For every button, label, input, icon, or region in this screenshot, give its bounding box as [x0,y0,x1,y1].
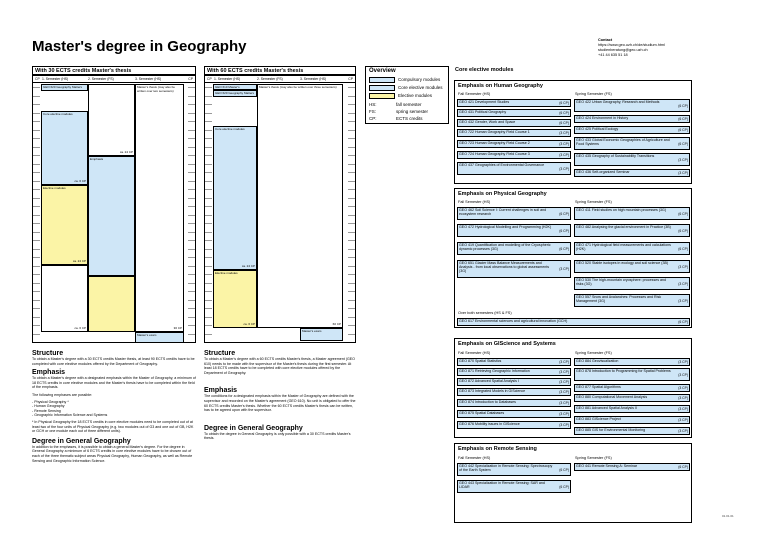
contact-label: Contact [598,38,613,42]
emphasis-title: Emphasis [204,387,238,395]
panel-title: Emphasis on Physical Geography [458,191,547,197]
ruler-tick [205,228,212,233]
ruler-tick [188,100,195,105]
ruler-tick [205,194,212,199]
abbr-value: ECTS credits [396,116,423,121]
structure-text: To obtain a Master's degree with a 30 ECTS credits Master thesis, at least 90 ECTS credits have to be completed with core elective modules offered by the Department of Geography. [32,357,195,366]
legend-label: Elective modules [398,93,433,98]
ruler-tick [348,143,355,148]
col2-semester-header: CP 1. Semester (HS) 2. Semester (FS) 3. Semester (HS) CP [207,77,353,81]
ruler-tick [348,253,355,258]
ruler-tick [205,109,212,114]
ruler-tick [348,134,355,139]
ruler-tick [33,228,40,233]
ruler-tick [205,168,212,173]
ruler-tick [188,330,195,335]
degree-text: To obtain the degree in General Geography is only possible with a 30 ECTS credits Master's thesis. [204,431,351,441]
panel-remote-sensing [454,443,692,523]
emphasis-text: To obtain a Master's degree with a designated emphasis within the Master of Geography, a minimum of 18 ECTS credits in core elective modules and the Master's thesis have to be completed within the field of the emphasis. [32,376,196,390]
ruler-tick [188,245,195,250]
emphasis-list-item: - Geographic Information Science and Systems [32,413,108,418]
module-item[interactable]: GEO 443 Specialization in Remote Sensing: SAR and LIDAR (6 CP) [457,480,571,493]
ruler-tick [33,279,40,284]
core-elective-heading: Core elective modules [455,67,514,73]
module-item[interactable]: GEO 421 Development Studies (6 CP) [457,99,571,107]
module-item[interactable]: GEO 873 Integrated Models in GIScience (3 CP) [457,388,571,396]
structure-title: Structure [32,350,64,357]
ruler-tick [188,253,195,258]
ruler-tick [348,270,355,275]
legend-label: Core elective modules [398,85,443,90]
ruler-tick [33,194,40,199]
ruler-tick [33,202,40,207]
ruler-tick [188,304,195,309]
col2-sem1: 1. Semester (HS) [214,77,241,81]
col1-sem3: 3. Semester (HS) [135,77,162,81]
col1-block [88,276,135,332]
module-item[interactable]: GEO 411 Field studies on high mountain processes (3G) (6 CP) [574,207,690,220]
ruler-tick [205,126,212,131]
col2-block: Core elective modules ca. 24 CP [215,127,255,269]
ruler-tick [348,177,355,182]
col2-block: Elective modules ca. 6 CP [215,271,255,327]
module-item[interactable]: GEO 436 Self-organized Seminar (3 CP) [574,169,690,177]
panel-title: Emphasis on Human Geography [458,83,543,89]
ruler-tick [188,109,195,114]
col2-ruler-right [348,83,355,342]
module-item[interactable]: GEO 431 Political Geography (6 CP) [457,109,571,117]
ruler-tick [348,219,355,224]
emphasis-list-item: - Human Geography [32,404,65,409]
panel-giscience [454,338,692,438]
ruler-tick [33,126,40,131]
ruler-tick [205,304,212,309]
legend-swatch-core [369,85,395,91]
ruler-tick [33,100,40,105]
overview-title: Overview [369,68,396,74]
ruler-tick [33,160,40,165]
module-item[interactable]: GEO 442 Specialization in Remote Sensing: Spectroscopy of the Earth System (6 CP) [457,463,571,476]
ruler-tick [188,194,195,199]
ruler-tick [205,151,212,156]
ruler-tick [205,287,212,292]
ruler-tick [188,262,195,267]
ruler-tick [33,92,40,97]
module-item[interactable]: GEO 437 Geographies of Environmental Governance (3 CP) [457,162,571,175]
col1-schedule [32,75,196,343]
ruler-tick [348,262,355,267]
ruler-tick [205,245,212,250]
col1-block: Core elective modules ca. 6 CP [43,112,86,184]
col1-block: Master's thesis (may also be written over two semesters) 30 CP [137,85,182,331]
ruler-tick [205,279,212,284]
ruler-tick [188,117,195,122]
ruler-tick [348,126,355,131]
ruler-tick [348,313,355,318]
emphasis-list-item: - Remote Sensing [32,408,61,413]
module-item[interactable]: GEO 432 Gender, Work and Space (6 CP) [457,119,571,127]
ruler-tick [348,109,355,114]
ruler-tick [188,160,195,165]
col1-block: Emphasis [88,156,135,276]
ruler-tick [348,321,355,326]
abbr-value: fall semester [396,102,422,107]
module-item[interactable]: GEO 885 GIS for Environmental Monitoring (3 CP) [574,427,690,435]
col2-block: Master's exam [300,328,343,341]
ruler-tick [33,117,40,122]
ruler-tick [205,313,212,318]
module-item[interactable]: GEO 617 Environmental sciences and agricultural innovation (GCH) (6 CP) [457,318,690,326]
ruler-tick [33,313,40,318]
col1-block: Elective modules ca. 24 CP [43,186,86,264]
ruler-tick [348,304,355,309]
ruler-tick [205,202,212,207]
ruler-tick [188,134,195,139]
ruler-tick [205,185,212,190]
module-item[interactable]: GEO 872 Advanced Spatial Analysis I (3 CP) [457,378,571,386]
fall-label: Fall Semester (HS) [458,351,491,355]
module-item[interactable]: GEO 520 Stable isotopes in ecology and soil science (3B) (3 CP) [574,260,690,273]
ruler-tick [188,236,195,241]
legend-swatch-compulsory [369,77,395,83]
ruler-tick [348,245,355,250]
module-item[interactable]: GEO 651 Glacier Mass Balance Measurements and Analysis - from local observations to global assessments (3G) (3 CP) [457,260,571,278]
panel-title: Emphasis on Remote Sensing [458,446,537,452]
module-item[interactable]: GEO 557 Snow and Avalanches: Processes and Risk Management (3G) (3 CP) [574,294,690,307]
contact-block [598,38,665,58]
ruler-tick [188,211,195,216]
ruler-tick [348,211,355,216]
col1-sem1: 1. Semester (HS) [42,77,69,81]
ruler-tick [348,279,355,284]
ruler-tick [205,219,212,224]
ruler-tick [33,134,40,139]
ruler-tick [33,304,40,309]
legend-swatch-elective [369,93,395,99]
ruler-tick [33,219,40,224]
ruler-tick [188,185,195,190]
abbr-key: CP: [369,116,377,121]
ruler-tick [348,117,355,122]
ruler-tick [348,160,355,165]
ruler-tick [205,236,212,241]
col1-block: Master's exam [135,332,184,343]
ruler-tick [348,194,355,199]
ruler-tick [188,313,195,318]
ruler-tick [33,211,40,216]
emphasis-title: Emphasis [32,369,66,377]
spring-label: Spring Semester (FS) [575,351,612,355]
col1-ruler-left [33,83,40,342]
module-item[interactable]: GEO 722 Human Geography Field Course 1 (3 CP) [457,129,571,137]
emphasis-list-item: - Physical Geography * [32,399,69,404]
panel-title: Emphasis on GIScience and Systems [458,341,556,347]
legend-label: Compulsory modules [398,77,441,82]
col2-sem3: 3. Semester (HS) [300,77,327,81]
ruler-tick [33,83,40,88]
col2-block: GEO 620 Geography Matters [213,90,257,97]
degree-text: In addition to the emphases, it is possible to obtain a general Master's degree. For the degree in General Geography a minimum of 6 ECTS credits in core elective modules have to be chosen out of each of the three thematic subject areas Physical Geography, Human Geography, as well as Remote Sensing and Geographic Information Science. [32,444,193,463]
module-item[interactable]: GEO 472 Hydrological Modelling and Programming (H2K) (6 CP) [457,224,571,237]
module-item[interactable]: GEO 441 Remote Sensing A: Seminar (6 CP) [574,463,690,471]
ruler-tick [348,92,355,97]
ruler-tick [33,151,40,156]
emphasis-list-intro: The following emphases are possible: [32,392,93,397]
ruler-tick [33,287,40,292]
ruler-tick [205,321,212,326]
ruler-tick [348,83,355,88]
fall-label: Fall Semester (HS) [458,456,491,460]
module-item[interactable]: GEO 884 Geovisualization (3 CP) [574,358,690,366]
col1-semester-header: CP 1. Semester (HS) 2. Semester (FS) 3. Semester (HS) CP [35,77,193,81]
ruler-tick [188,83,195,88]
ruler-tick [188,270,195,275]
ruler-tick [205,143,212,148]
ruler-tick [205,134,212,139]
ruler-tick [205,211,212,216]
ruler-tick [188,287,195,292]
col1-block: ca. 6 CP [41,265,88,332]
module-item[interactable]: GEO 424 Environment in History (6 CP) [574,115,690,123]
contact-url[interactable]: https://www.geo.uzh.ch/de/studium.html [598,43,665,47]
ruler-tick [348,330,355,335]
ruler-tick [33,109,40,114]
module-item[interactable]: GEO 875 Spatial Databases (3 CP) [457,410,571,418]
ruler-tick [188,92,195,97]
ruler-tick [348,185,355,190]
ruler-tick [33,168,40,173]
ruler-tick [33,330,40,335]
structure-title: Structure [204,350,236,357]
ruler-tick [188,202,195,207]
ruler-tick [205,160,212,165]
ruler-tick [33,296,40,301]
module-item[interactable]: GEO 877 Spatial Algorithms (3 CP) [574,384,690,392]
ruler-tick [33,245,40,250]
ruler-tick [205,262,212,267]
ruler-tick [205,253,212,258]
overview-panel [365,66,449,124]
structure-text: To obtain a Master's degree with a 60 ECTS credits Master's thesis, a Master agreement (GEO 610) needs to be made with the supervisor of the Master's thesis during the first semester. At least 18 ECTS credits have to be completed with core elective modules offered by the Department of Geography. [204,357,355,375]
col2-block: Master's thesis (may also be written over three semesters) 60 CP [259,85,341,327]
col2-schedule [204,75,356,343]
ruler-tick [188,126,195,131]
ruler-tick [348,236,355,241]
module-item[interactable]: GEO 433 Global Economic Geographies of Agriculture and Food Systems (6 CP) [574,137,690,150]
col2-heading: With 60 ECTS credits Master's thesis [204,66,356,75]
abbr-key: HS: [369,102,377,107]
col2-block: GEO 610 Master's [213,84,257,90]
ruler-tick [33,185,40,190]
ruler-tick [205,270,212,275]
module-item[interactable]: GEO 723 Human Geography Field Course 2 (3 CP) [457,140,571,148]
module-item[interactable]: GEO 462 Soil Science I: Current challenges in soil and ecosystem research (6 CP) [457,207,571,220]
panel-physical [454,188,692,328]
footnote: * In Physical Geography the 18 ECTS credits in core elective modules need to be completed out of at least two of the four units of Physical Geography (e.g. two modules out of G3 and one out of GB, H2K or GCH or one module each out of three different units). [32,419,194,434]
ruler-tick [33,236,40,241]
abbr-key: FS: [369,109,377,114]
degree-title: Degree in General Geography [32,437,131,445]
module-item[interactable]: GEO 871 Retrieving Geographic Information (3 CP) [457,368,571,376]
fall-label: Fall Semester (HS) [458,92,491,96]
ruler-tick [188,228,195,233]
ruler-tick [205,100,212,105]
ruler-tick [188,177,195,182]
col2-ruler-left [205,83,212,342]
ruler-tick [348,100,355,105]
degree-title: Degree in General Geography [204,424,303,432]
col2-text [204,350,356,441]
ruler-tick [205,177,212,182]
ruler-tick [348,168,355,173]
col1-ruler-right [188,83,195,342]
spring-label: Spring Semester (FS) [575,92,612,96]
col1-heading: With 30 ECTS credits Master's thesis [32,66,196,75]
module-item[interactable]: GEO 419 Quantification and modelling of the Cryospheric dynamic processes (3G) (6 CP) [457,242,571,255]
ruler-tick [188,296,195,301]
ruler-tick [348,287,355,292]
col1-block: ca. 24 CP [88,84,135,156]
col1-block: GEO 620 Geography Matters [41,84,88,91]
module-item[interactable]: GEO 471 Hydrological field measurements and calculations (H2K) (6 CP) [574,242,690,255]
ruler-tick [205,296,212,301]
module-item[interactable]: GEO 482 Analysing the glacial environment in Practice (3B) (6 CP) [574,224,690,237]
panel-human [454,80,692,184]
contact-email[interactable]: studienberatung@geo.uzh.ch [598,48,648,52]
module-item[interactable]: GEO 874 Introduction to Databases (3 CP) [457,399,571,407]
module-item[interactable]: GEO 880 Computational Movement Analysis (3 CP) [574,394,690,402]
ruler-tick [205,92,212,97]
ruler-tick [348,228,355,233]
module-item[interactable]: GEO 435 Geography of Sustainability Transitions (3 CP) [574,153,690,166]
module-item[interactable]: GEO 876 Mobility issues in GIScience (3 CP) [457,421,571,429]
ruler-tick [188,151,195,156]
ruler-tick [188,279,195,284]
ruler-tick [348,296,355,301]
module-item[interactable]: GEO 878 Introduction to Programming for Spatial Problems (3 CP) [574,368,690,381]
ruler-tick [188,143,195,148]
col1-sem2: 2. Semester (FS) [88,77,114,81]
module-item[interactable]: GEO 870 Spatial Statistics (3 CP) [457,358,571,366]
ruler-tick [33,262,40,267]
ruler-tick [188,321,195,326]
ruler-tick [33,270,40,275]
ruler-tick [205,117,212,122]
spring-label: Spring Semester (FS) [575,456,612,460]
ruler-tick [33,253,40,258]
module-item[interactable]: GEO 883 GIScience Project (3 CP) [574,416,690,424]
module-item[interactable]: GEO 530 The high-mountain cryosphere: processes and risks (3G) (3 CP) [574,277,690,290]
ruler-tick [33,177,40,182]
ruler-tick [188,168,195,173]
ruler-tick [205,330,212,335]
abbr-value: spring semester [396,109,429,114]
module-item[interactable]: GEO 425 Political Ecology (6 CP) [574,126,690,134]
page-title: Master's degree in Geography [32,38,247,55]
col1-text [32,350,196,463]
contact-phone: +41 44 635 51 18 [598,53,628,57]
spring-label: Spring Semester (FS) [575,200,612,204]
ruler-tick [205,83,212,88]
ruler-tick [33,143,40,148]
ruler-tick [348,202,355,207]
emphasis-text: The conditions for a designated emphasis within the Master of Geography are defined with the supervisor and recorded on the Master's agreement (GEO 610). No unit is obligated to offer the 60 ECTS credits Master's thesis. Whether the 60 ECTS credits Master's thesis can be written, has to be agreed upon with the supervisor. [204,394,356,413]
ruler-tick [188,219,195,224]
both-semesters-label: Over both semesters (HS & FS) [458,311,512,315]
ruler-tick [348,151,355,156]
ruler-tick [33,321,40,326]
fall-label: Fall Semester (HS) [458,200,491,204]
module-item[interactable]: GEO 881 Advanced Spatial Analysis II (3 CP) [574,405,690,413]
module-item[interactable]: GEO 422 Urban Geography, Research and Methods (6 CP) [574,99,690,112]
page-number: 01.01.01 [722,514,734,518]
module-item[interactable]: GEO 724 Human Geography Field Course 3 (3 CP) [457,151,571,159]
col2-sem2: 2. Semester (FS) [257,77,283,81]
